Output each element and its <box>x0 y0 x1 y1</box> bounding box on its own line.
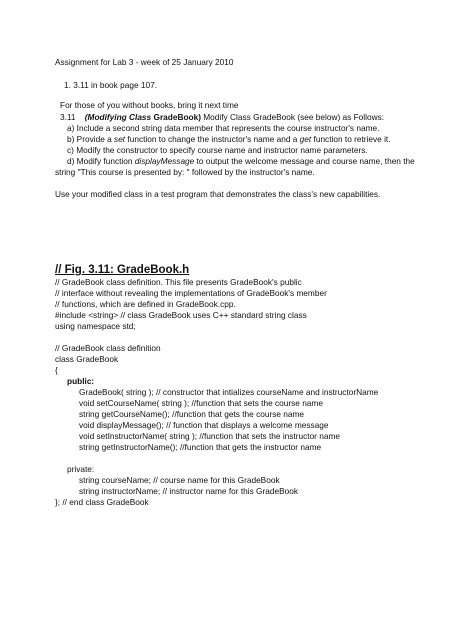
code-line: // functions, which are defined in GradeBook.cpp. <box>55 299 236 309</box>
requirement-d-post: to output the welcome message and course name, then the <box>194 156 415 166</box>
code-heading: // Fig. 3.11: GradeBook.h <box>55 264 190 276</box>
code-line: }; // end class GradeBook <box>55 497 149 507</box>
exercise-title-italic: (Modifying Class <box>84 112 152 122</box>
no-books-note: For those of you without books, bring it next time <box>60 100 239 110</box>
requirement-b-get: get <box>299 134 312 144</box>
code-line: // interface without revealing the implementations of GradeBook's member <box>55 288 327 298</box>
code-line: string getCourseName(); //function that gets the course name <box>79 409 305 419</box>
code-line: string getInstructorName(); //function that gets the instructor name <box>79 442 322 452</box>
assignment-title: Assignment for Lab 3 - week of 25 January 2010 <box>55 57 234 67</box>
code-line: // GradeBook class definition <box>55 343 161 353</box>
requirement-d <box>67 156 415 166</box>
code-line: void displayMessage(); // function that displays a welcome message <box>79 420 329 430</box>
requirement-b-pre: b) Provide a <box>67 134 115 144</box>
code-line: { <box>55 365 58 375</box>
code-line: string courseName; // course name for this GradeBook <box>79 475 280 485</box>
requirement-b-post: function to retrieve it. <box>311 134 391 144</box>
requirement-b <box>67 134 391 144</box>
exercise-heading <box>60 112 384 122</box>
code-line: void setInstructorName( string ); //function that sets the instructor name <box>79 431 340 441</box>
code-line: using namespace std; <box>55 321 136 331</box>
code-line: private: <box>67 464 95 474</box>
code-line: class GradeBook <box>55 354 119 364</box>
exercise-number: 3.11 <box>60 112 76 122</box>
requirement-c: c) Modify the constructor to specify course name and instructor name parameters. <box>67 145 368 155</box>
requirement-b-set: set <box>114 134 126 144</box>
requirement-d-function: displayMessage <box>134 156 195 166</box>
assignment-item-1: 1. 3.11 in book page 107. <box>64 80 158 90</box>
code-line: // GradeBook class definition. This file presents GradeBook's public <box>55 277 302 287</box>
exercise-title-bold: GradeBook) <box>153 112 201 122</box>
code-line: public: <box>67 376 95 386</box>
requirement-b-mid: function to change the instructor's name and a <box>125 134 300 144</box>
requirement-d-pre: d) Modify function <box>67 156 135 166</box>
usage-instruction: Use your modified class in a test program that demonstrates the class's new capabilities. <box>55 189 381 199</box>
requirement-d-continued: string "This course is presented by: " followed by the instructor's name. <box>55 167 315 177</box>
code-line: GradeBook( string ); // constructor that intializes courseName and instructorName <box>79 387 379 397</box>
code-line: string instructorName; // instructor name for this GradeBook <box>79 486 299 496</box>
code-line: void setCourseName( string ); //function that sets the course name <box>79 398 323 408</box>
code-line: #include <string> // class GradeBook uses C++ standard string class <box>55 310 307 320</box>
requirement-a: a) Include a second string data member that represents the course instructor's name. <box>67 123 380 133</box>
exercise-intro: Modify Class GradeBook (see below) as Follows: <box>200 112 385 122</box>
